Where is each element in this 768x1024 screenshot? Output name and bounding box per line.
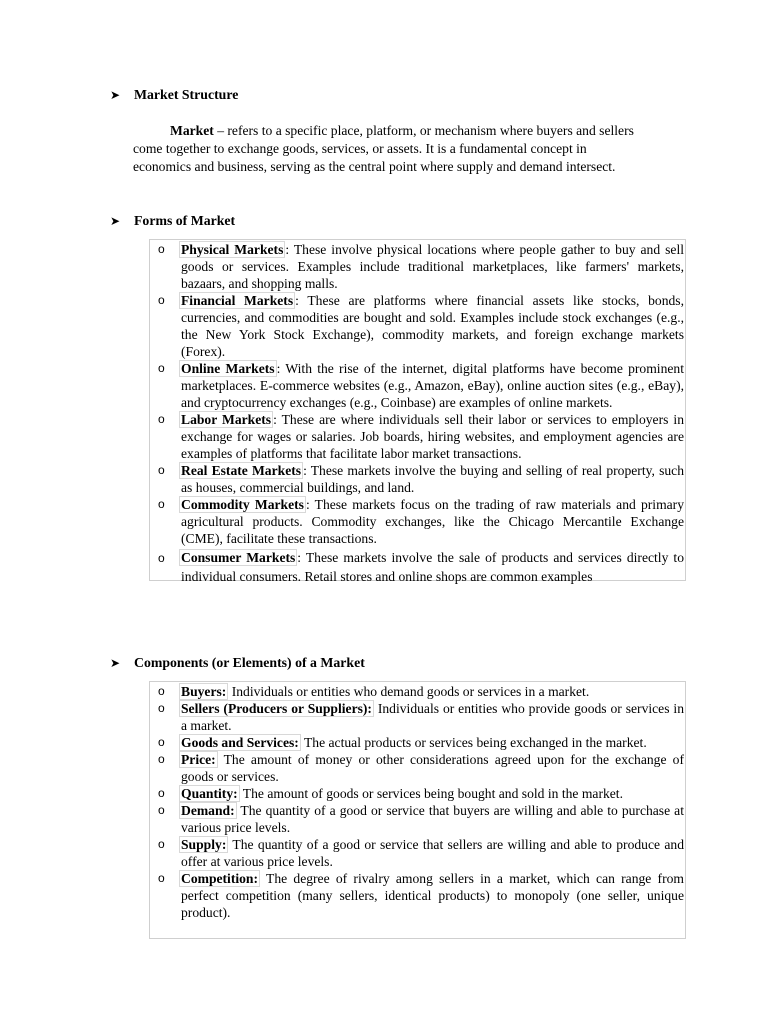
- item-term: Physical Markets: [181, 242, 284, 257]
- item-term: Online Markets: [181, 361, 275, 376]
- item-text: : These are where individuals sell their labor or services to employers in exchange for wages or salaries. Job boards, hiring websites, and employment agencies are examples of platforms that facilitate labor market transactions.: [181, 412, 684, 461]
- item-term: Goods and Services:: [181, 735, 299, 750]
- components-list: [150, 683, 686, 921]
- list-item: [150, 785, 686, 802]
- arrow-bullet-icon: ➤: [110, 214, 121, 228]
- circle-bullet-icon: o: [158, 293, 165, 307]
- circle-bullet-icon: o: [158, 871, 165, 885]
- circle-bullet-icon: o: [158, 803, 165, 817]
- heading-components: [110, 654, 365, 672]
- item-term: Quantity:: [181, 786, 238, 801]
- item-text: : These markets involve the sale of products and services directly to individual consumers. Retail stores and online shops are common examples: [181, 550, 685, 584]
- circle-bullet-icon: o: [158, 412, 165, 426]
- circle-bullet-icon: o: [158, 735, 165, 749]
- item-text: : These markets involve the buying and selling of real property, such as houses, commercial buildings, and land.: [181, 463, 684, 495]
- item-text: Individuals or entities who provide goods or services in a market.: [181, 701, 684, 733]
- circle-bullet-icon: o: [158, 684, 165, 698]
- intro-term: Market: [170, 123, 214, 138]
- item-text: : These are platforms where financial assets like stocks, bonds, currencies, and commodities are bought and sold. Examples include stock exchanges (e.g., the New York Stock Exchange), commodity markets, and foreign exchange markets (Forex).: [181, 293, 684, 359]
- list-item: [150, 836, 686, 870]
- list-item: [150, 241, 686, 292]
- item-text: The amount of money or other considerations agreed upon for the exchange of goods or services.: [181, 752, 684, 784]
- list-item: [150, 700, 686, 734]
- circle-bullet-icon: o: [158, 463, 165, 477]
- item-term: Labor Markets: [181, 412, 272, 427]
- circle-bullet-icon: o: [158, 752, 165, 766]
- item-term: Sellers (Producers or Suppliers):: [181, 701, 372, 716]
- list-item: [150, 411, 686, 462]
- list-item: [150, 870, 686, 921]
- item-text: The actual products or services being exchanged in the market.: [300, 735, 647, 750]
- item-text: The amount of goods or services being bought and sold in the market.: [239, 786, 623, 801]
- item-term: Real Estate Markets: [181, 463, 302, 478]
- intro-paragraph: [133, 122, 639, 176]
- list-item: [150, 496, 686, 547]
- list-item: [150, 734, 686, 751]
- circle-bullet-icon: o: [158, 497, 165, 511]
- item-term: Price:: [181, 752, 216, 767]
- arrow-bullet-icon: ➤: [110, 656, 121, 670]
- item-text: : These involve physical locations where people gather to buy and sell goods or services. Examples include traditional marketplaces, like farmers' markets, bazaars, and shopping malls.: [181, 242, 684, 291]
- list-item: [150, 292, 686, 360]
- list-item: [150, 751, 686, 785]
- item-term: Commodity Markets: [181, 497, 304, 512]
- item-term: Financial Markets: [181, 293, 294, 308]
- list-item: [150, 360, 686, 411]
- heading-market-structure: [110, 86, 238, 104]
- heading-forms-of-market: [110, 212, 235, 230]
- item-text: The quantity of a good or service that buyers are willing and able to purchase at various price levels.: [181, 803, 684, 835]
- heading-text: Market Structure: [134, 87, 239, 102]
- list-item: [150, 549, 686, 586]
- circle-bullet-icon: o: [158, 837, 165, 851]
- circle-bullet-icon: o: [158, 701, 165, 715]
- circle-bullet-icon: o: [158, 786, 165, 800]
- item-text: : These markets focus on the trading of raw materials and primary agricultural products. Commodity exchanges, like the Chicago Mercantile Exchange (CME), facilitate these transactions.: [181, 497, 684, 546]
- item-text: The quantity of a good or service that sellers are willing and able to produce and offer at various price levels.: [181, 837, 684, 869]
- heading-text: Components (or Elements) of a Market: [134, 655, 365, 670]
- item-term: Buyers:: [181, 684, 227, 699]
- circle-bullet-icon: o: [158, 551, 165, 565]
- intro-text: – refers to a specific place, platform, or mechanism where buyers and sellers come together to exchange goods, services, or assets. It is a fundamental concept in economics and business, serving as the central point where supply and demand intersect.: [133, 123, 634, 174]
- item-term: Supply:: [181, 837, 227, 852]
- list-item: [150, 683, 686, 700]
- list-item: [150, 462, 686, 496]
- item-term: Consumer Markets: [181, 550, 296, 565]
- circle-bullet-icon: o: [158, 242, 165, 256]
- item-term: Competition:: [181, 871, 259, 886]
- list-item: [150, 802, 686, 836]
- forms-list: [150, 241, 686, 586]
- circle-bullet-icon: o: [158, 361, 165, 375]
- item-text: : With the rise of the internet, digital platforms have become prominent marketplaces. E-commerce websites (e.g., Amazon, eBay), online auction sites (e.g., eBay), and cryptocurrency exchanges (e.g., Coinbase) are examples of online markets.: [181, 361, 684, 410]
- item-text: Individuals or entities who demand goods or services in a market.: [228, 684, 590, 699]
- item-text: The degree of rivalry among sellers in a market, which can range from perfect competition (many sellers, identical products) to monopoly (one seller, unique product).: [181, 871, 684, 920]
- heading-text: Forms of Market: [134, 213, 236, 228]
- item-term: Demand:: [181, 803, 235, 818]
- arrow-bullet-icon: ➤: [110, 88, 121, 102]
